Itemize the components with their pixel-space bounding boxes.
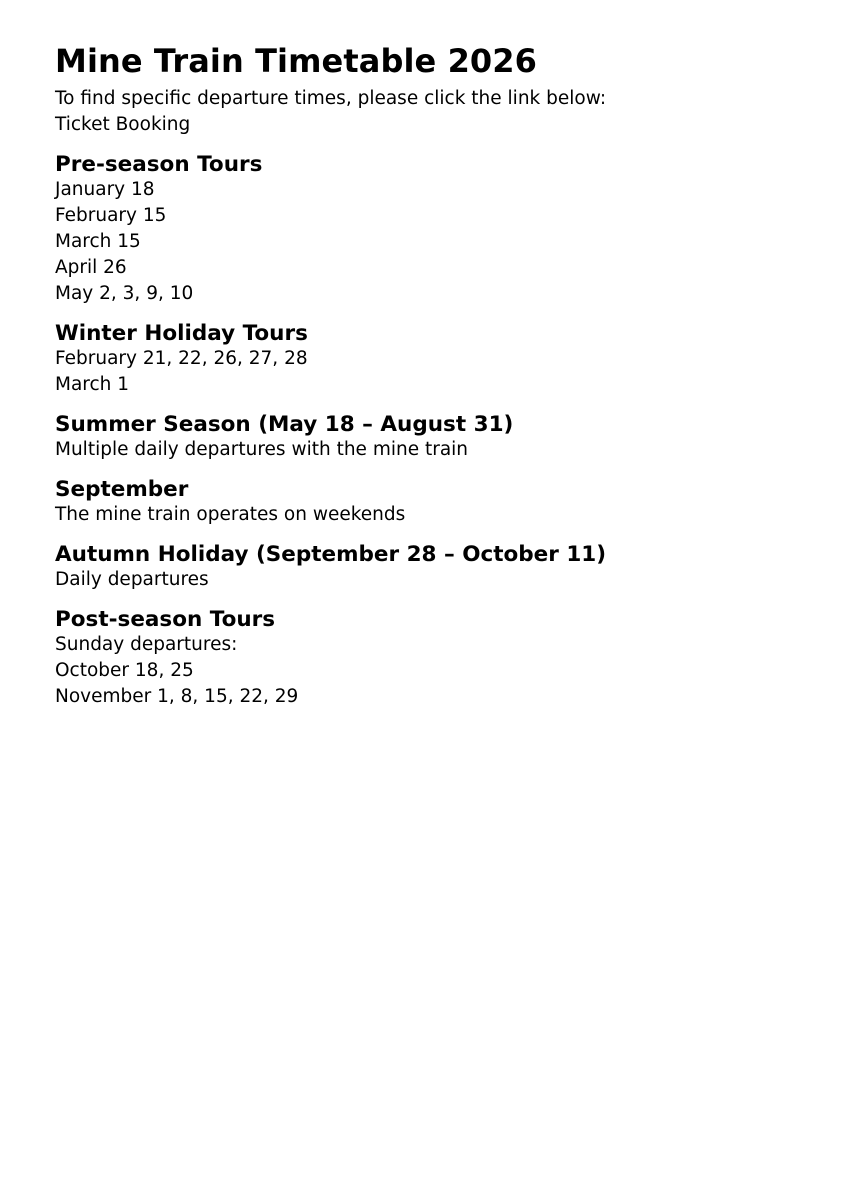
description-line: Sunday departures: (55, 634, 238, 655)
section-body (55, 177, 815, 307)
section-heading: Autumn Holiday (September 28 – October 11) (55, 542, 607, 567)
section-summer-season (55, 413, 815, 463)
section-heading: Post-season Tours (55, 607, 276, 632)
section-body (55, 502, 815, 528)
section-heading: Summer Season (May 18 – August 31) (55, 412, 514, 437)
section-autumn-holiday (55, 543, 815, 593)
date-line: April 26 (55, 257, 127, 278)
section-body (55, 567, 815, 593)
description-line: Daily departures (55, 569, 209, 590)
section-heading: Pre-season Tours (55, 152, 263, 177)
date-line: February 15 (55, 205, 167, 226)
section-body (55, 632, 815, 710)
section-heading: September (55, 477, 189, 502)
description-line: Multiple daily departures with the mine train (55, 439, 469, 460)
section-september (55, 478, 815, 528)
date-line: October 18, 25 (55, 660, 194, 681)
date-line: February 21, 22, 26, 27, 28 (55, 348, 308, 369)
date-line: January 18 (55, 179, 155, 200)
page-title: Mine Train Timetable 2026 (55, 42, 538, 80)
section-heading: Winter Holiday Tours (55, 321, 308, 346)
intro-block (55, 86, 815, 138)
date-line: November 1, 8, 15, 22, 29 (55, 686, 299, 707)
ticket-booking-link[interactable]: Ticket Booking (55, 114, 191, 135)
section-body (55, 346, 815, 398)
intro-text: To find specific departure times, please click the link below: (55, 88, 607, 109)
section-winter-holiday (55, 322, 815, 398)
section-post-season (55, 608, 815, 710)
section-pre-season (55, 153, 815, 307)
date-line: May 2, 3, 9, 10 (55, 283, 194, 304)
section-body (55, 437, 815, 463)
document-page (55, 42, 815, 710)
description-line: The mine train operates on weekends (55, 504, 406, 525)
date-line: March 15 (55, 231, 141, 252)
date-line: March 1 (55, 374, 130, 395)
